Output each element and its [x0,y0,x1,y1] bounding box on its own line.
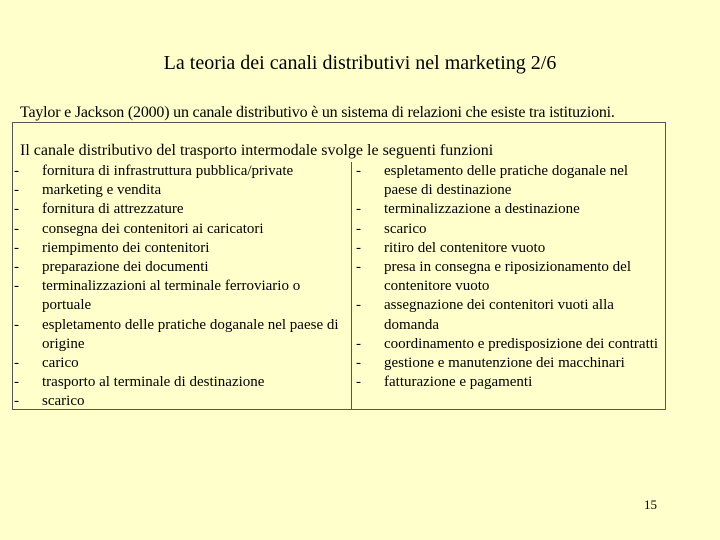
functions-heading: Il canale distributivo del trasporto intermodale svolge le seguenti funzioni [20,142,494,159]
list-item-text: fatturazione e pagamenti [384,374,533,391]
bullet-dash: - [14,220,19,237]
list-item [356,373,662,392]
list-item [14,373,350,392]
list-item-text: fornitura di infrastruttura pubblica/private [42,163,294,179]
list-item-text: carico [42,355,79,372]
list-item-text: espletamento delle pratiche doganale nel paese di origine [42,316,339,352]
list-item-text: coordinamento e predisposizione dei contratti [384,335,659,352]
bullet-dash: - [14,393,19,410]
list-item [14,392,350,411]
list-item-text: marketing e vendita [42,182,162,199]
right-function-list [356,162,662,392]
bullet-dash: - [356,220,361,237]
intro-text: Taylor e Jackson (2000) un canale distributivo è un sistema di relazioni che esiste tra istituzioni. [20,104,615,121]
list-item [14,200,350,219]
list-item-text: trasporto al terminale di destinazione [42,374,265,391]
bullet-dash: - [356,374,361,391]
list-item [356,239,662,258]
bullet-dash: - [356,335,361,352]
list-item-text: consegna dei contenitori ai caricatori [42,220,264,237]
list-item [14,277,350,315]
list-item [14,220,350,239]
list-item [356,258,662,296]
bullet-dash: - [14,163,19,179]
bullet-dash: - [356,259,361,276]
list-item-text: scarico [42,393,85,410]
bullet-dash: - [14,259,19,276]
slide-title: La teoria dei canali distributivi nel marketing 2/6 [163,52,557,74]
left-function-list [14,162,350,412]
list-item-text: fornitura di attrezzature [42,201,184,218]
bullet-dash: - [14,355,19,372]
list-item-text: terminalizzazione a destinazione [384,201,580,218]
bullet-dash: - [14,278,19,295]
list-item [356,162,662,200]
bullet-dash: - [356,297,361,314]
list-item [14,162,350,181]
bullet-dash: - [14,201,19,218]
list-item [356,354,662,373]
bullet-dash: - [14,182,19,199]
list-item-text: riempimento dei contenitori [42,239,210,256]
list-item [14,354,350,373]
bullet-dash: - [14,374,19,391]
list-item [356,200,662,219]
page-number: 15 [644,497,657,512]
bullet-dash: - [356,163,361,179]
bullet-dash: - [356,239,361,256]
list-item [356,296,662,334]
list-item [356,220,662,239]
list-item [14,316,350,354]
list-item-text: presa in consegna e riposizionamento del contenitore vuoto [384,259,632,295]
bullet-dash: - [14,316,19,333]
column-divider [351,162,352,410]
list-item-text: ritiro del contenitore vuoto [384,239,546,256]
list-item-text: gestione e manutenzione dei macchinari [384,355,625,372]
list-item-text: assegnazione dei contenitori vuoti alla domanda [384,297,614,333]
list-item-text: preparazione dei documenti [42,259,209,276]
list-item-text: scarico [384,220,427,237]
bullet-dash: - [14,239,19,256]
list-item [14,258,350,277]
list-item-text: espletamento delle pratiche doganale nel paese di destinazione [384,163,629,199]
list-item [14,239,350,258]
bullet-dash: - [356,355,361,372]
list-item [14,181,350,200]
list-item [356,335,662,354]
bullet-dash: - [356,201,361,218]
list-item-text: terminalizzazioni al terminale ferroviario o portuale [42,278,301,314]
